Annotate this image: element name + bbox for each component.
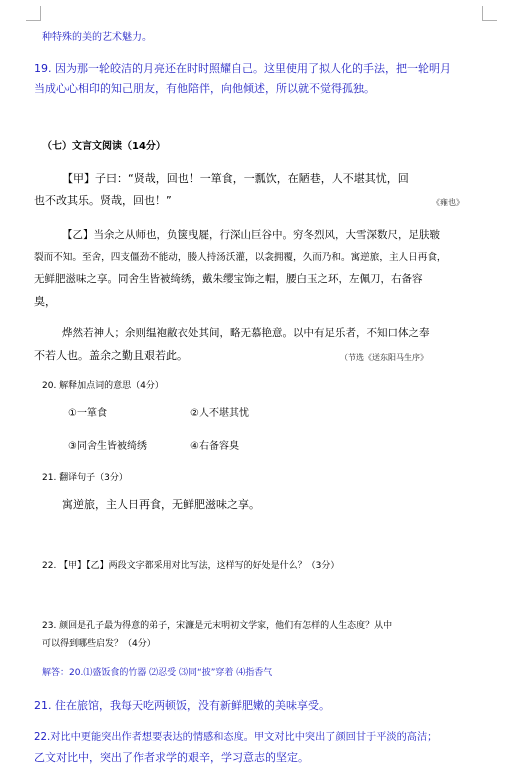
- question-20-title: 20. 解释加点词的意思（4分）: [42, 381, 164, 391]
- question-21-title: 21. 翻译句子（3分）: [42, 473, 128, 483]
- passage-yi-line1: 【乙】当余之从师也，负箧曳屣，行深山巨谷中。穷冬烈风，大雪深数尺，足肤皲: [62, 229, 440, 241]
- passage-jia-line2: 也不改其乐。贤哉，回也！”: [34, 194, 172, 207]
- passage-yi-line3: 无鲜肥滋味之享。同舍生皆被绮绣，戴朱缨宝饰之帽，腰白玉之环，左佩刀，右备容: [34, 273, 423, 285]
- passage-jia-line1: 【甲】子曰：“贤哉，回也！一箪食，一瓢饮，在陋巷，人不堪其忧，回: [62, 172, 409, 185]
- question-20-item-3: ③同舍生皆被绮绣: [68, 441, 147, 452]
- question-20-item-4: ④右备容臭: [190, 441, 239, 452]
- question-20-item-1: ①一箪食: [68, 408, 107, 419]
- page-corner-mark: [482, 6, 497, 21]
- answer-19-line1: 19. 因为那一轮皎洁的月亮还在时时照耀自己。这里使用了拟人化的手法，把一轮明月: [34, 62, 451, 75]
- question-21-sentence: 寓逆旅，主人日再食，无鲜肥滋味之享。: [62, 498, 260, 511]
- question-23-line2: 可以得到哪些启发？（4分）: [42, 639, 156, 649]
- section-title: （七）文言文阅读（14分）: [42, 141, 166, 152]
- passage-yi-source: （节选《送东阳马生序》: [340, 353, 428, 362]
- passage-yi-line2: 裂而不知。至舍，四支僵劲不能动，媵人持汤沃灌，以衾拥覆，久而乃和。寓逆旅，主人日再食，: [34, 252, 447, 263]
- question-23-line1: 23. 颜回是孔子最为得意的弟子，宋濂是元末明初文学家，他们有怎样的人生态度？从中: [42, 621, 393, 631]
- passage-yi-line6: 不若人也。盖余之勤且艰若此。: [34, 349, 188, 362]
- answer-22-line2: 乙文对比中，突出了作者求学的艰辛，学习意志的坚定。: [34, 751, 309, 764]
- question-20-item-2: ②人不堪其忧: [190, 408, 249, 419]
- question-22-title: 22. 【甲】【乙】两段文字都采用对比写法，这样写的好处是什么？（3分）: [42, 561, 340, 571]
- page-corner-mark: [26, 6, 41, 21]
- passage-jia-source: 《雍也》: [432, 198, 464, 207]
- passage-yi-line4: 臭，: [34, 295, 56, 308]
- passage-yi-line5: 烨然若神人；余则缊袍敝衣处其间，略无慕艳意。以中有足乐者，不知口体之奉: [62, 327, 430, 339]
- answer-22-line1: 22.对比中更能突出作者想要表达的情感和态度。甲文对比中突出了颜回甘于平淡的高洁；: [34, 732, 438, 743]
- top-fragment: 种特殊的美的艺术魅力。: [42, 32, 152, 43]
- answer-19-line2: 当成心心相印的知己朋友，有他陪伴，向他倾述，所以就不觉得孤独。: [34, 82, 375, 95]
- answer-21: 21. 住在旅馆，我每天吃两顿饭，没有新鲜肥嫩的美味享受。: [34, 699, 330, 712]
- answer-20: 解答：20.⑴盛饭食的竹器 ⑵忍受 ⑶同“披”穿着 ⑷指香气: [42, 668, 273, 678]
